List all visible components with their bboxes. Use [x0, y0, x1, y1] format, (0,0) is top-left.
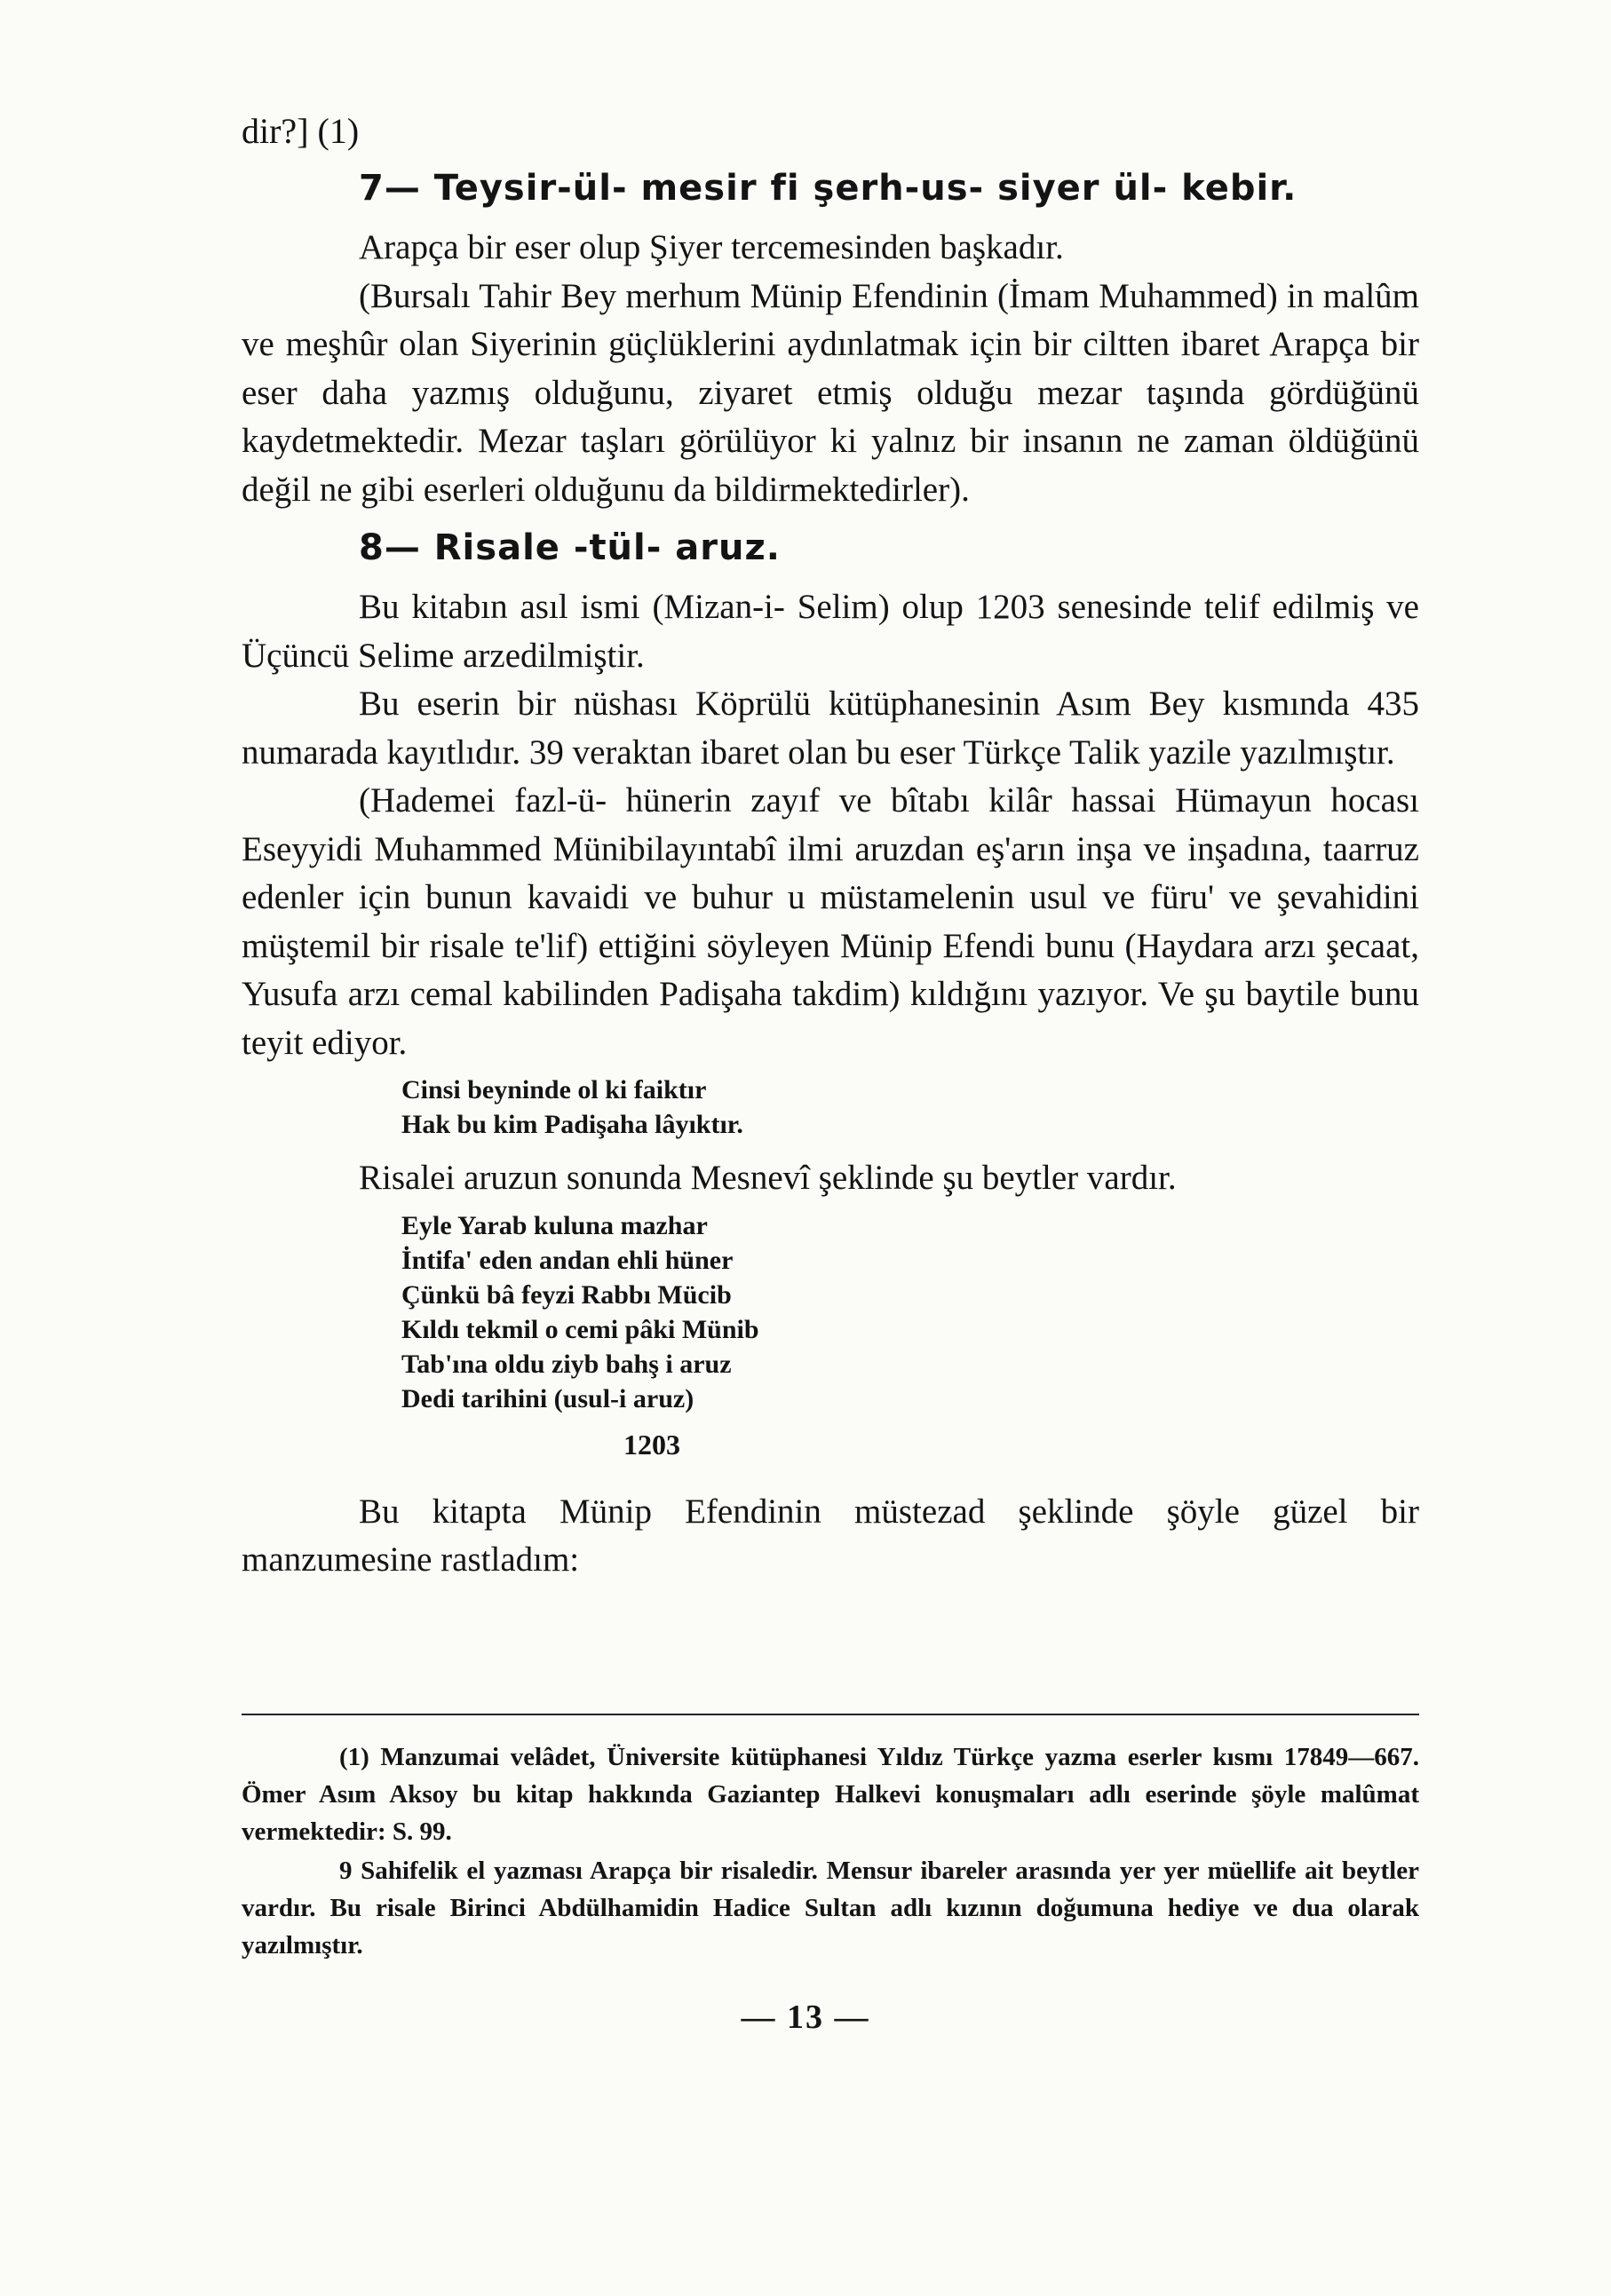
paragraph-7: Bu kitapta Münip Efendinin müstezad şeklinde şöyle güzel bir manzumesine rastladım: [242, 1492, 1419, 1579]
footnote-divider [242, 1714, 1419, 1715]
paragraph-3: Bu kitabın asıl ismi (Mizan-i- Selim) olup 1203 senesinde telif edilmiş ve Üçüncü Selime arzedilmiştir. [242, 588, 1419, 675]
paragraph-2: (Bursalı Tahir Bey merhum Münip Efendinin (İmam Muhammed) in malûm ve meşhûr olan Siyerinin güçlüklerini aydınlatmak için bir ciltten ibaret Arapça bir eser daha yazmış olduğunu, ziyaret etmiş olduğu mezar taşında gördüğünü kaydetmektedir. Mezar taşları görülüyor ki yalnız bir insanın ne zaman öldüğünü değil ne gibi eserleri olduğunu da bildirmektedirler). [242, 276, 1419, 509]
verse-line: Eyle Yarab kuluna mazhar [401, 1210, 708, 1240]
footnote-2: 9 Sahifelik el yazması Arapça bir risaledir. Mensur ibareler arasında yer yer müellife ait beytler vardır. Bu risale Birinci Abdülhamidin Hadice Sultan adlı kızının doğumuna hediye ve dua olarak yazılmıştır. [242, 1857, 1419, 1960]
verse-year: 1203 [623, 1428, 680, 1461]
footnote-1: (1) Manzumai velâdet, Üniversite kütüphanesi Yıldız Türkçe yazma eserler kısmı 17849—667. Ömer Asım Aksoy bu kitap hakkında Gaziantep Halkevi konuşmaları adlı eserinde şöyle malûmat vermektedir: S. 99. [242, 1743, 1419, 1846]
verse-line: Çünkü bâ feyzi Rabbı Mücib [401, 1279, 732, 1310]
continued-line: dir?] (1) [242, 111, 360, 151]
verse-line: Cinsi beyninde ol ki faiktır [401, 1075, 707, 1104]
verse-line: Tab'ına oldu ziyb bahş i aruz [401, 1349, 732, 1379]
page-number: — 13 — [741, 1999, 870, 2036]
verse-line: Dedi tarihini (usul-i aruz) [401, 1383, 694, 1413]
verse-couplet [401, 1073, 1419, 1142]
paragraph-1: Arapça bir eser olup Şiyer tercemesinden başkadır. [359, 228, 1064, 266]
paragraph-6: Risalei aruzun sonunda Mesnevî şeklinde şu beytler vardır. [359, 1159, 1177, 1197]
item-8-heading: 8— Risale -tül- aruz. [359, 527, 781, 568]
paragraph-5: (Hademei fazl-ü- hünerin zayıf ve bîtabı kilâr hassai Hümayun hocası Eseyyidi Muhammed Münibilayıntabî ilmi aruzdan eş'arın inşa ve inşadına, taarruz edenler için bunun kavaidi ve buhur u müstamelenin usul ve füru' ve şevahidini müştemil bir risale te'lif) ettiğini söyleyen Münip Efendi bunu (Haydara arzı şecaat, Yusufa arzı cemal kabilinden Padişaha takdim) kıldığını yazıyor. Ve şu baytile bunu teyit ediyor. [242, 781, 1419, 1062]
paragraph-4: Bu eserin bir nüshası Köprülü kütüphanesinin Asım Bey kısmında 435 numarada kayıtlıdır. 39 veraktan ibaret olan bu eser Türkçe Talik yazile yazılmıştır. [242, 685, 1419, 772]
verse-line: Hak bu kim Padişaha lâyıktır. [401, 1110, 743, 1139]
verse-line: İntifa' eden andan ehli hüner [401, 1245, 734, 1275]
mesnevi-verses [401, 1208, 1419, 1416]
item-7-heading: 7— Teysir-ül- mesir fi şerh-us- siyer ül- kebir. [359, 168, 1298, 209]
verse-line: Kıldı tekmil o cemi pâki Münib [401, 1314, 759, 1344]
main-text [242, 107, 1419, 1585]
footnotes [242, 1738, 1419, 1966]
